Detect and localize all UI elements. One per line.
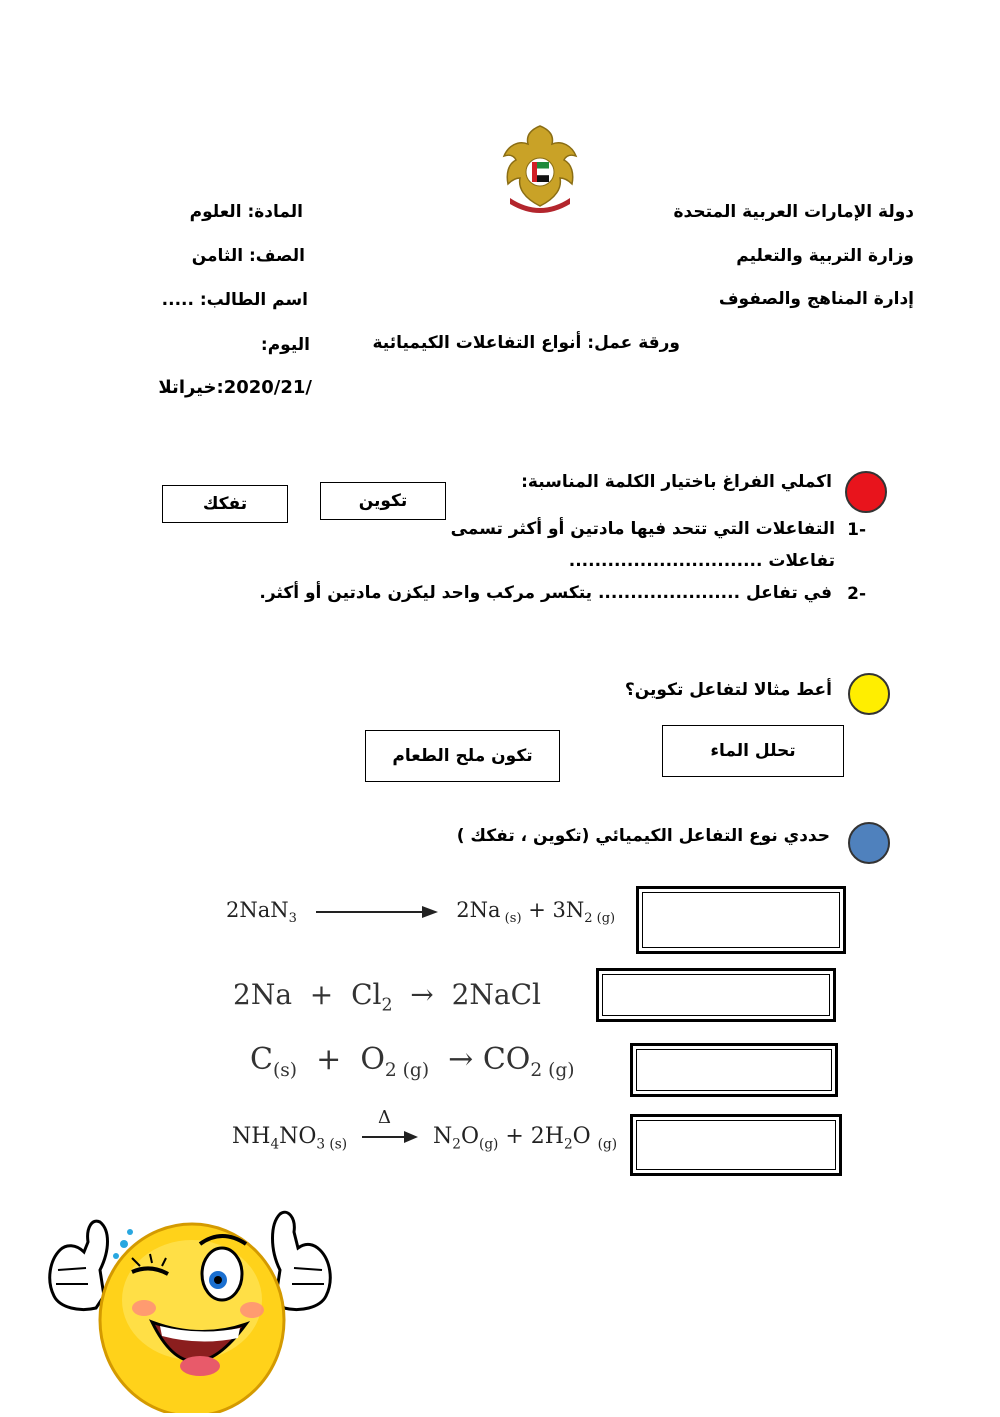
equation-3: $C_{(s)} + O_{2 (g)} \to CO_{2 (g)}$: [250, 1042, 575, 1081]
header-line-ministry: وزارة التربية والتعليم: [736, 246, 914, 266]
worksheet-title: ورقة عمل: أنواع التفاعلات الكيميائية: [372, 333, 680, 353]
question-1-number: -1: [847, 520, 866, 540]
subject-label: المادة: العلوم: [189, 202, 303, 222]
question-1-blank[interactable]: تفاعلات ..............................: [568, 551, 835, 571]
header-line-department: إدارة المناهج والصفوف: [718, 289, 914, 309]
header-line-country: دولة الإمارات العربية المتحدة: [673, 202, 914, 222]
question-2-number: -2: [847, 584, 866, 604]
word-option-tafakkuk[interactable]: تفكك: [162, 485, 288, 523]
equation-4: $NH_4NO_{3 (s)}$ Δ $N_2O_{(g)} + 2H_2O$ $_{(g)}$: [232, 1107, 618, 1153]
equation-2: $2Na + Cl_2$ → 2NaCl: [233, 978, 541, 1016]
question-1-text: التفاعلات التي تتحد فيها مادتين أو أكثر تسمى: [450, 519, 835, 539]
thumbs-up-smiley-icon: [40, 1200, 340, 1413]
blue-bullet-icon: [848, 822, 890, 864]
red-bullet-icon: [845, 471, 887, 513]
day-field[interactable]: اليوم:: [260, 335, 310, 355]
option-water-electrolysis[interactable]: تحلل الماء: [662, 725, 844, 777]
equation-1: 2NaN$_3$ 2Na $_{(s)} + 3N_{2 (g)}$: [226, 898, 616, 927]
answer-box-equation-2[interactable]: [596, 968, 836, 1022]
student-name-field[interactable]: اسم الطالب: .....: [161, 290, 308, 310]
option-salt-formation[interactable]: تكون ملح الطعام: [365, 730, 560, 782]
uae-emblem: [500, 122, 580, 214]
section2-instruction: أعط مثالا لتفاعل تكوين؟: [624, 680, 832, 700]
section1-instruction: اكملي الفراغ باختيار الكلمة المناسبة:: [521, 472, 832, 492]
answer-box-equation-3[interactable]: [630, 1043, 838, 1097]
answer-box-equation-4[interactable]: [630, 1114, 842, 1176]
date-field[interactable]: التاريخ:2020/21/: [158, 377, 312, 398]
section3-instruction: حددي نوع التفاعل الكيميائي (تكوين ، تفكك ): [456, 826, 830, 846]
yellow-bullet-icon: [848, 673, 890, 715]
word-option-takween[interactable]: تكوين: [320, 482, 446, 520]
grade-label: الصف: الثامن: [191, 246, 305, 266]
answer-box-equation-1[interactable]: [636, 886, 846, 954]
question-2-text[interactable]: في تفاعل ...................... يتكسر مركب واحد ليكزن مادتين أو أكثر.: [259, 583, 832, 603]
